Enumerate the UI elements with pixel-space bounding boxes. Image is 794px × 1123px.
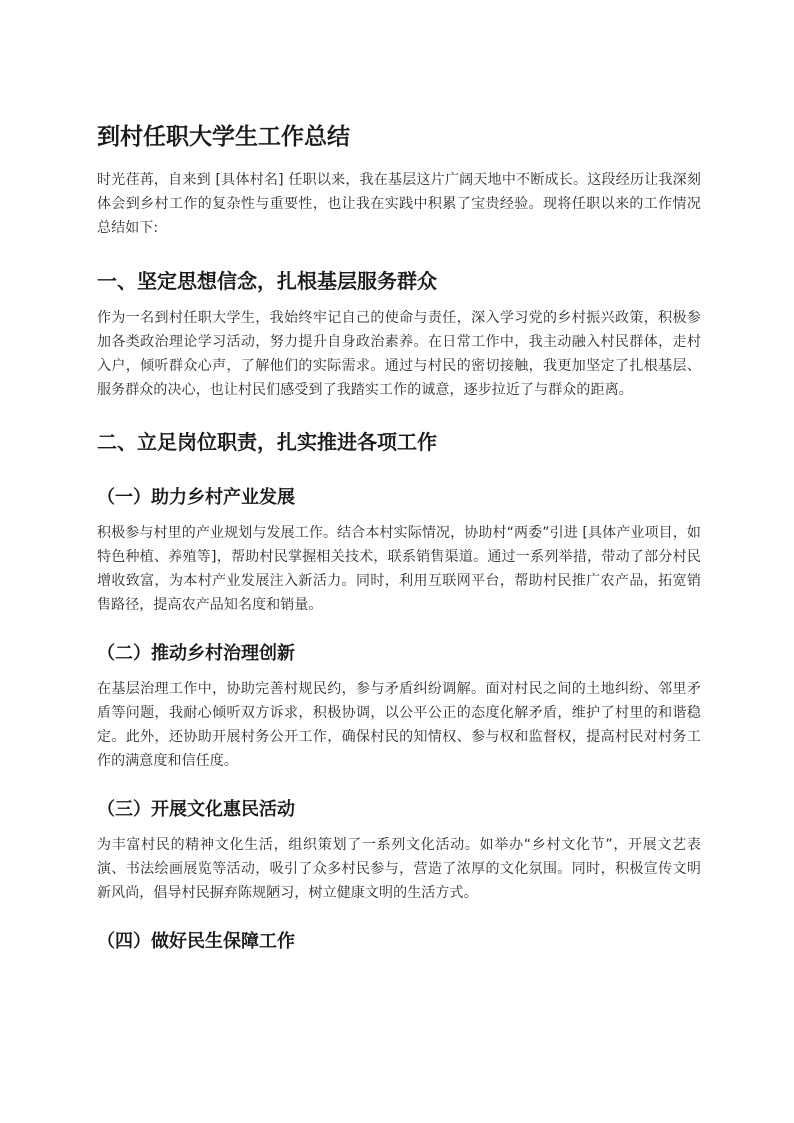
subsection-2-heading: （二）推动乡村治理创新 [97,643,295,664]
document-page [97,118,701,956]
subsection-3-heading: （三）开展文化惠民活动 [97,799,295,820]
section-1-heading: 一、坚定思想信念，扎根基层服务群众 [97,269,437,293]
section-1-paragraph: 作为一名到村任职大学生，我始终牢记自己的使命与责任，深入学习党的乡村振兴政策，积极参加各类政治理论学习活动，努力提升自身政治素养。在日常工作中，我主动融入村民群体，走村入户，倾听群众心声，了解他们的实际需求。通过与村民的密切接触，我更加坚定了扎根基层、服务群众的决心，也让村民们感受到了我踏实工作的诚意，逐步拉近了与群众的距离。 [97,310,701,398]
subsection-1-heading: （一）助力乡村产业发展 [97,487,295,508]
subsection-2-paragraph: 在基层治理工作中，协助完善村规民约，参与矛盾纠纷调解。面对村民之间的土地纠纷、邻里矛盾等问题，我耐心倾听双方诉求，积极协调，以公平公正的态度化解矛盾，维护了村里的和谐稳定。此外，还协助开展村务公开工作，确保村民的知情权、参与权和监督权，提高村民对村务工作的满意度和信任度。 [97,681,701,769]
subsection-3-paragraph: 为丰富村民的精神文化生活，组织策划了一系列文化活动。如举办“乡村文化节”，开展文艺表演、书法绘画展览等活动，吸引了众多村民参与，营造了浓厚的文化氛围。同时，积极宣传文明新风尚，倡导村民摒弃陈规陋习，树立健康文明的生活方式。 [97,837,701,901]
subsection-1-paragraph: 积极参与村里的产业规划与发展工作。结合本村实际情况，协助村“两委”引进 [具体产业项目，如特色种植、养殖等]，帮助村民掌握相关技术，联系销售渠道。通过一系列举措，带动了部分村民增收致富，为本村产业发展注入新活力。同时，利用互联网平台，帮助村民推广农产品，拓宽销售路径，提高农产品知名度和销量。 [97,525,701,613]
section-2-heading: 二、立足岗位职责，扎实推进各项工作 [97,430,437,454]
intro-paragraph: 时光荏苒，自来到 [具体村名] 任职以来，我在基层这片广阔天地中不断成长。这段经历让我深刻体会到乡村工作的复杂性与重要性，也让我在实践中积累了宝贵经验。现将任职以来的工作情况总结如下: [97,172,701,236]
subsection-4-heading: （四）做好民生保障工作 [97,931,295,952]
document-title: 到村任职大学生工作总结 [97,124,350,150]
